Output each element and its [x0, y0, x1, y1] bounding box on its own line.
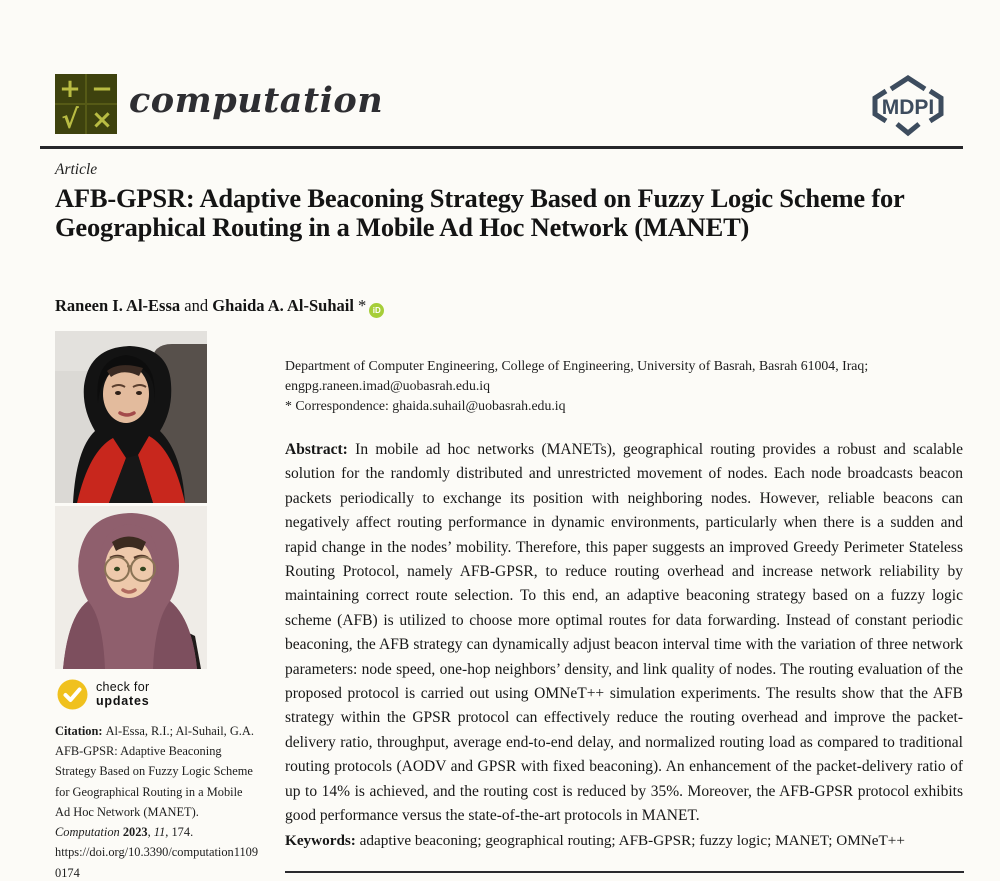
article-type-label: Article: [55, 161, 98, 178]
mdpi-logo[interactable]: [862, 74, 954, 138]
logo-times-icon: [87, 105, 117, 134]
logo-times-glyph: ×: [91, 104, 113, 135]
logo-plus-glyph: +: [59, 73, 81, 104]
page-title: AFB-GPSR: Adaptive Beaconing Strategy Based on Fuzzy Logic Scheme for Geographical Routing in a Mobile Ad Hoc Network (MANET): [55, 183, 905, 243]
citation-volume: 11: [153, 825, 166, 840]
correspondence-label: Correspondence:: [295, 398, 393, 413]
keywords-text: adaptive beaconing; geographical routing; AFB-GPSR; fuzzy logic; MANET; OMNeT++: [359, 832, 905, 849]
badge-text: [96, 681, 150, 709]
logo-minus-icon: [87, 74, 117, 103]
logo-minus-glyph: −: [91, 73, 113, 104]
mdpi-hexagon-icon: [862, 74, 954, 138]
author-photo-1: [55, 331, 207, 503]
citation-year: 2023: [122, 825, 148, 840]
logo-sqrt-icon: [55, 105, 85, 134]
author-2: Ghaida A. Al-Suhail: [212, 296, 354, 315]
citation-block: [55, 721, 259, 881]
citation-authors: Al-Essa, R.I.; Al-Suhail, G.A.: [105, 724, 254, 738]
citation-page: 174.: [171, 825, 194, 840]
citation-sep1: ,: [147, 825, 154, 840]
authors-connector: and: [180, 296, 213, 315]
keywords-line: [285, 832, 963, 850]
citation-label: Citation:: [55, 724, 106, 738]
abstract-label: Abstract:: [285, 441, 356, 458]
corresponding-marker: *: [353, 296, 367, 315]
badge-line-2: updates: [96, 693, 150, 708]
citation-sep2: ,: [165, 825, 172, 840]
mdpi-wordmark: MDPI: [881, 96, 935, 119]
abstract-text: In mobile ad hoc networks (MANETs), geographical routing provides a robust and scalable solution for the randomly distributed and unrestricted movement of nodes. Each node broadcasts beacon packets periodically to exchange its position with neighboring nodes. However, reliable beacons can negatively affect routing performance in dynamic environments, particularly when there is a sudden and rapid change in the nodes’ mobility. Therefore, this paper suggests an improved Greedy Perimeter Stateless Routing Protocol, namely AFB-GPSR, to reduce routing overhead and increase network reliability by maintaining correct route selection. To this end, an adaptive beaconing strategy based on a fuzzy logic scheme (AFB) is utilized to choose more optimal routes for data forwarding. Instead of constant periodic beaconing, the AFB strategy can dynamically adjust beacon interval time with the variation of three network parameters: node speed, one-hop neighbors’ density, and link quality of nodes. The routing evaluation of the proposed protocol is carried out using OMNeT++ simulation experiments. The results show that the AFB strategy within the GPSR protocol can effectively reduce the routing overhead and improve the packet-delivery ratio, throughput, average end-to-end delay, and normalized routing load as compared to traditional routing protocols (AODV and GPSR with fixed beaconing). An enhancement of the packet-delivery ratio of up to 14% is achieved, and the routing cost is reduced by 35%. Moreover, the AFB-GPSR protocol exhibits good performance versus the state-of-the-art protocols in MANET.: [285, 441, 963, 825]
logo-plus-icon: [55, 74, 85, 103]
abstract-paragraph: [285, 438, 963, 829]
correspondence-email[interactable]: ghaida.suhail@uobasrah.edu.iq: [392, 398, 566, 413]
correspondence-line: [285, 396, 963, 416]
correspondence-marker: *: [285, 398, 292, 413]
logo-sqrt-glyph: √: [61, 104, 79, 135]
check-circle-icon: [57, 679, 88, 710]
author-photo-2: [55, 506, 207, 669]
keywords-label: Keywords:: [285, 832, 360, 849]
check-for-updates-badge[interactable]: [57, 679, 150, 710]
author-1: Raneen I. Al-Essa: [55, 296, 181, 315]
citation-journal: Computation: [55, 825, 123, 840]
citation-doi-link[interactable]: https://doi.org/10.3390/computation11090174: [55, 845, 259, 880]
header-divider: [40, 146, 963, 149]
keywords-divider: [285, 871, 964, 873]
orcid-icon[interactable]: iD: [369, 303, 384, 318]
authors-line: [55, 296, 384, 318]
badge-line-1: check for: [96, 679, 150, 694]
journal-name: computation: [129, 80, 384, 121]
affiliation-line: Department of Computer Engineering, College of Engineering, University of Basrah, Basrah 61004, Iraq; engpg.raneen.imad@uobasrah.edu.iq: [285, 358, 869, 393]
computation-journal-logo-icon: [55, 74, 117, 134]
citation-title: AFB-GPSR: Adaptive Beaconing Strategy Based on Fuzzy Logic Scheme for Geographical Routing in a Mobile Ad Hoc Network (MANET).: [55, 744, 253, 819]
